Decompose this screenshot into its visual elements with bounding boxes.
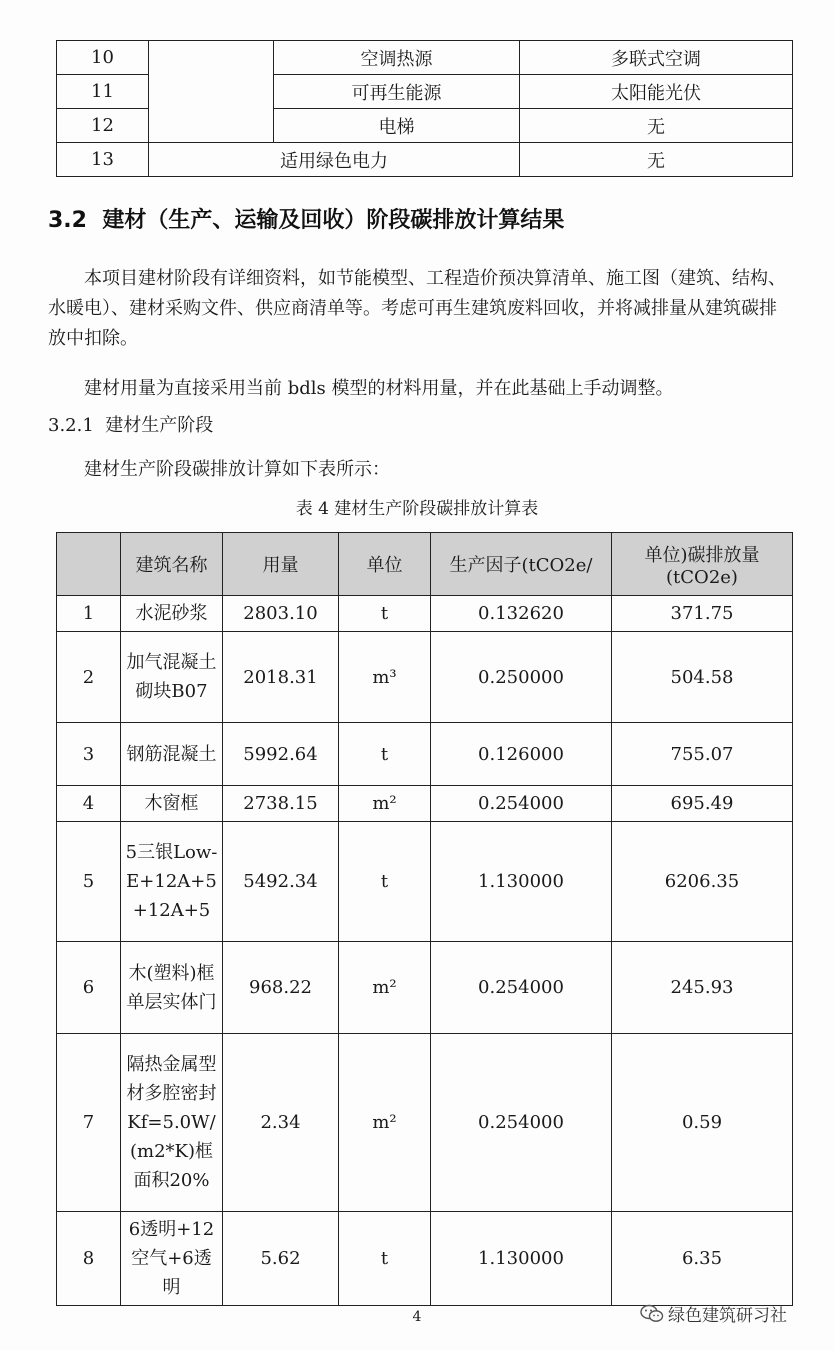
quantity-cell: 5492.34 bbox=[223, 822, 339, 942]
table-row bbox=[57, 632, 793, 723]
header-cell: 单位)碳排放量(tCO2e) bbox=[612, 533, 793, 596]
item-cell: 电梯 bbox=[274, 109, 520, 143]
quantity-cell: 2018.31 bbox=[223, 632, 339, 723]
top-table bbox=[56, 40, 793, 177]
watermark bbox=[640, 1301, 787, 1326]
value-cell: 无 bbox=[520, 143, 793, 177]
material-name: 木窗框 bbox=[121, 786, 223, 822]
header-cell: 用量 bbox=[223, 533, 339, 596]
row-number: 8 bbox=[57, 1212, 121, 1306]
paragraph: 本项目建材阶段有详细资料，如节能模型、工程造价预决算清单、施工图（建筑、结构、水暖电）、建材采购文件、供应商清单等。考虑可再生建筑废料回收，并将减排量从建筑碳排放中扣除。 bbox=[48, 268, 786, 349]
emission-cell: 6206.35 bbox=[612, 822, 793, 942]
item-cell: 适用绿色电力 bbox=[149, 143, 520, 177]
subsection-number: 3.2.1 bbox=[48, 415, 94, 436]
item-cell: 可再生能源 bbox=[274, 75, 520, 109]
paragraph: 建材生产阶段碳排放计算如下表所示： bbox=[84, 459, 390, 480]
row-number: 5 bbox=[57, 822, 121, 942]
header-cell: 建筑名称 bbox=[121, 533, 223, 596]
value-cell: 多联式空调 bbox=[520, 41, 793, 75]
unit-cell: m² bbox=[339, 942, 431, 1034]
material-name: 5三银Low-E+12A+5+12A+5 bbox=[121, 822, 223, 942]
row-number: 4 bbox=[57, 786, 121, 822]
row-number: 6 bbox=[57, 942, 121, 1034]
table-row bbox=[57, 41, 793, 75]
header-cell bbox=[57, 533, 121, 596]
table-row bbox=[57, 822, 793, 942]
table-row bbox=[57, 143, 793, 177]
page-number: 4 bbox=[412, 1309, 422, 1325]
material-name: 加气混凝土砌块B07 bbox=[121, 632, 223, 723]
material-name: 隔热金属型材多腔密封Kf=5.0W/(m2*K)框面积20% bbox=[121, 1034, 223, 1212]
quantity-cell: 2803.10 bbox=[223, 596, 339, 632]
paragraph: 建材用量为直接采用当前 bdls 模型的材料用量，并在此基础上手动调整。 bbox=[84, 378, 674, 399]
table-caption: 表 4 建材生产阶段碳排放计算表 bbox=[295, 499, 539, 519]
row-number: 13 bbox=[57, 143, 149, 177]
value-cell: 太阳能光伏 bbox=[520, 75, 793, 109]
table-row bbox=[57, 1034, 793, 1212]
table-row bbox=[57, 786, 793, 822]
factor-cell: 0.254000 bbox=[431, 942, 612, 1034]
material-name: 钢筋混凝土 bbox=[121, 723, 223, 786]
row-number: 3 bbox=[57, 723, 121, 786]
row-number: 7 bbox=[57, 1034, 121, 1212]
factor-cell: 0.126000 bbox=[431, 723, 612, 786]
emission-cell: 371.75 bbox=[612, 596, 793, 632]
material-name: 6透明+12空气+6透明 bbox=[121, 1212, 223, 1306]
unit-cell: t bbox=[339, 1212, 431, 1306]
unit-cell: m² bbox=[339, 1034, 431, 1212]
row-number: 12 bbox=[57, 109, 149, 143]
emission-cell: 504.58 bbox=[612, 632, 793, 723]
table-row bbox=[57, 723, 793, 786]
row-number: 1 bbox=[57, 596, 121, 632]
factor-cell: 1.130000 bbox=[431, 822, 612, 942]
factor-cell: 0.132620 bbox=[431, 596, 612, 632]
section-heading bbox=[48, 203, 564, 234]
row-number: 2 bbox=[57, 632, 121, 723]
table-header-row bbox=[57, 533, 793, 596]
material-name: 水泥砂浆 bbox=[121, 596, 223, 632]
watermark-text: 绿色建筑研习社 bbox=[668, 1306, 787, 1326]
wechat-icon bbox=[640, 1304, 664, 1324]
item-cell: 空调热源 bbox=[274, 41, 520, 75]
material-name: 木(塑料)框单层实体门 bbox=[121, 942, 223, 1034]
quantity-cell: 5992.64 bbox=[223, 723, 339, 786]
table-row bbox=[57, 596, 793, 632]
row-number: 11 bbox=[57, 75, 149, 109]
emission-cell: 0.59 bbox=[612, 1034, 793, 1212]
value-cell: 无 bbox=[520, 109, 793, 143]
unit-cell: m² bbox=[339, 786, 431, 822]
subsection-heading bbox=[48, 411, 213, 441]
merged-category-cell bbox=[149, 41, 274, 143]
quantity-cell: 968.22 bbox=[223, 942, 339, 1034]
factor-cell: 0.254000 bbox=[431, 786, 612, 822]
emission-cell: 755.07 bbox=[612, 723, 793, 786]
quantity-cell: 5.62 bbox=[223, 1212, 339, 1306]
emission-cell: 695.49 bbox=[612, 786, 793, 822]
unit-cell: t bbox=[339, 723, 431, 786]
unit-cell: m³ bbox=[339, 632, 431, 723]
factor-cell: 0.250000 bbox=[431, 632, 612, 723]
emission-cell: 6.35 bbox=[612, 1212, 793, 1306]
factor-cell: 1.130000 bbox=[431, 1212, 612, 1306]
section-number: 3.2 bbox=[48, 208, 87, 233]
factor-cell: 0.254000 bbox=[431, 1034, 612, 1212]
unit-cell: t bbox=[339, 822, 431, 942]
quantity-cell: 2738.15 bbox=[223, 786, 339, 822]
emission-table bbox=[56, 532, 793, 1306]
unit-cell: t bbox=[339, 596, 431, 632]
header-cell: 生产因子(tCO2e/ bbox=[431, 533, 612, 596]
subsection-title: 建材生产阶段 bbox=[105, 415, 214, 436]
header-cell: 单位 bbox=[339, 533, 431, 596]
quantity-cell: 2.34 bbox=[223, 1034, 339, 1212]
emission-cell: 245.93 bbox=[612, 942, 793, 1034]
table-row bbox=[57, 1212, 793, 1306]
table-row bbox=[57, 942, 793, 1034]
section-title: 建材（生产、运输及回收）阶段碳排放计算结果 bbox=[102, 208, 565, 233]
row-number: 10 bbox=[57, 41, 149, 75]
